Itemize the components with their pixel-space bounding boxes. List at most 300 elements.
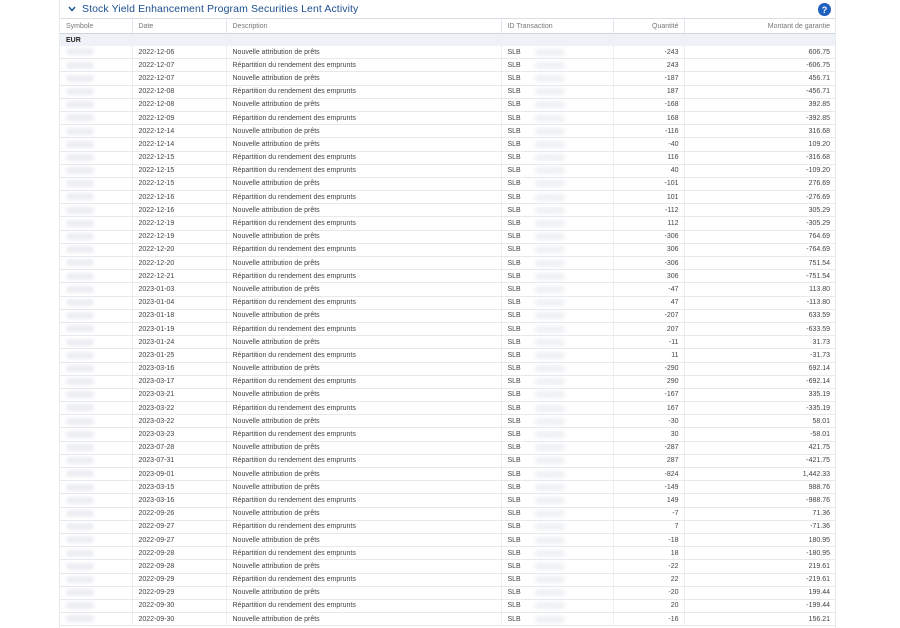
cell-quantity: -149 <box>613 481 684 494</box>
transaction-id-text: SLB <box>507 272 521 280</box>
cell-transaction-id <box>501 573 613 586</box>
cell-description: Répartition du rendement des emprunts <box>226 547 501 560</box>
cell-transaction-id <box>501 191 613 204</box>
redacted-symbol <box>66 457 94 464</box>
cell-collateral-amount: 764.69 <box>684 230 835 243</box>
table-row <box>60 533 835 546</box>
cell-quantity: 18 <box>613 547 684 560</box>
cell-quantity: -116 <box>613 125 684 138</box>
cell-symbol <box>60 520 132 533</box>
cell-transaction-id <box>501 243 613 256</box>
cell-transaction-id <box>501 257 613 270</box>
cell-date: 2022-09-26 <box>132 507 226 520</box>
cell-quantity: 7 <box>613 520 684 533</box>
transaction-id-text: SLB <box>507 180 521 188</box>
redacted-transaction-id <box>535 510 565 517</box>
cell-symbol <box>60 46 132 59</box>
cell-collateral-amount: -392.85 <box>684 111 835 124</box>
cell-description: Répartition du rendement des emprunts <box>226 599 501 612</box>
cell-description: Nouvelle attribution de prêts <box>226 613 501 626</box>
cell-date: 2023-03-21 <box>132 388 226 401</box>
cell-symbol <box>60 586 132 599</box>
cell-collateral-amount: 692.14 <box>684 362 835 375</box>
table-row <box>60 415 835 428</box>
transaction-id-text: SLB <box>507 483 521 491</box>
cell-symbol <box>60 468 132 481</box>
cell-description: Répartition du rendement des emprunts <box>226 243 501 256</box>
redacted-symbol <box>66 339 94 346</box>
redacted-transaction-id <box>535 523 565 530</box>
transaction-id-text: SLB <box>507 299 521 307</box>
transaction-id-text: SLB <box>507 114 521 122</box>
redacted-symbol <box>66 75 94 82</box>
cell-symbol <box>60 454 132 467</box>
cell-date: 2022-12-07 <box>132 72 226 85</box>
cell-collateral-amount: 109.20 <box>684 138 835 151</box>
cell-symbol <box>60 507 132 520</box>
redacted-symbol <box>66 365 94 372</box>
cell-transaction-id <box>501 309 613 322</box>
cell-quantity: 20 <box>613 599 684 612</box>
cell-collateral-amount: -180.95 <box>684 547 835 560</box>
cell-date: 2023-01-18 <box>132 309 226 322</box>
redacted-transaction-id <box>535 141 565 148</box>
cell-date: 2022-09-27 <box>132 533 226 546</box>
chevron-down-icon[interactable] <box>67 4 77 14</box>
cell-transaction-id <box>501 164 613 177</box>
transaction-id-text: SLB <box>507 536 521 544</box>
table-row <box>60 322 835 335</box>
cell-quantity: 149 <box>613 494 684 507</box>
cell-quantity: -167 <box>613 388 684 401</box>
transaction-id-text: SLB <box>507 127 521 135</box>
cell-collateral-amount: -606.75 <box>684 59 835 72</box>
cell-symbol <box>60 98 132 111</box>
cell-description: Nouvelle attribution de prêts <box>226 388 501 401</box>
cell-transaction-id <box>501 441 613 454</box>
cell-quantity: -306 <box>613 257 684 270</box>
cell-transaction-id <box>501 138 613 151</box>
transaction-id-text: SLB <box>507 154 521 162</box>
cell-transaction-id <box>501 336 613 349</box>
table-row <box>60 177 835 190</box>
cell-date: 2023-03-16 <box>132 494 226 507</box>
cell-transaction-id <box>501 599 613 612</box>
cell-description: Nouvelle attribution de prêts <box>226 46 501 59</box>
cell-collateral-amount: 219.61 <box>684 560 835 573</box>
cell-quantity: -187 <box>613 72 684 85</box>
table-row <box>60 454 835 467</box>
redacted-transaction-id <box>535 273 565 280</box>
cell-quantity: 187 <box>613 85 684 98</box>
help-icon[interactable]: ? <box>818 3 831 16</box>
cell-transaction-id <box>501 613 613 626</box>
table-row <box>60 586 835 599</box>
cell-quantity: 306 <box>613 270 684 283</box>
redacted-symbol <box>66 352 94 359</box>
transaction-id-text: SLB <box>507 510 521 518</box>
cell-description: Nouvelle attribution de prêts <box>226 204 501 217</box>
redacted-symbol <box>66 431 94 438</box>
cell-quantity: 207 <box>613 322 684 335</box>
cell-quantity: -30 <box>613 415 684 428</box>
cell-date: 2022-09-27 <box>132 520 226 533</box>
cell-date: 2022-12-07 <box>132 59 226 72</box>
cell-collateral-amount: 392.85 <box>684 98 835 111</box>
cell-transaction-id <box>501 428 613 441</box>
cell-collateral-amount: 606.75 <box>684 46 835 59</box>
cell-transaction-id <box>501 111 613 124</box>
cell-collateral-amount: -988.76 <box>684 494 835 507</box>
column-header-transaction-id[interactable]: ID Transaction <box>501 19 613 34</box>
transaction-id-text: SLB <box>507 220 521 228</box>
redacted-symbol <box>66 299 94 306</box>
redacted-transaction-id <box>535 62 565 69</box>
cell-date: 2022-12-16 <box>132 204 226 217</box>
cell-collateral-amount: 1,442.33 <box>684 468 835 481</box>
cell-date: 2022-09-28 <box>132 547 226 560</box>
cell-symbol <box>60 547 132 560</box>
cell-symbol <box>60 533 132 546</box>
cell-date: 2022-12-20 <box>132 243 226 256</box>
redacted-symbol <box>66 193 94 200</box>
redacted-symbol <box>66 62 94 69</box>
redacted-transaction-id <box>535 220 565 227</box>
cell-symbol <box>60 349 132 362</box>
cell-description: Répartition du rendement des emprunts <box>226 111 501 124</box>
table-row <box>60 468 835 481</box>
cell-date: 2022-12-06 <box>132 46 226 59</box>
section-header[interactable] <box>60 0 835 19</box>
redacted-transaction-id <box>535 431 565 438</box>
cell-quantity: 167 <box>613 402 684 415</box>
redacted-symbol <box>66 378 94 385</box>
table-row <box>60 309 835 322</box>
cell-symbol <box>60 402 132 415</box>
cell-symbol <box>60 177 132 190</box>
transaction-id-text: SLB <box>507 562 521 570</box>
cell-date: 2022-12-09 <box>132 111 226 124</box>
cell-collateral-amount: 276.69 <box>684 177 835 190</box>
cell-symbol <box>60 72 132 85</box>
table-row <box>60 481 835 494</box>
redacted-transaction-id <box>535 154 565 161</box>
redacted-transaction-id <box>535 339 565 346</box>
table-row <box>60 507 835 520</box>
transaction-id-text: SLB <box>507 457 521 465</box>
cell-collateral-amount: -692.14 <box>684 375 835 388</box>
cell-date: 2023-03-17 <box>132 375 226 388</box>
cell-description: Répartition du rendement des emprunts <box>226 151 501 164</box>
cell-description: Nouvelle attribution de prêts <box>226 336 501 349</box>
redacted-symbol <box>66 246 94 253</box>
cell-collateral-amount: 988.76 <box>684 481 835 494</box>
cell-quantity: 306 <box>613 243 684 256</box>
cell-quantity: -306 <box>613 230 684 243</box>
cell-collateral-amount: -71.36 <box>684 520 835 533</box>
transaction-id-text: SLB <box>507 496 521 504</box>
cell-collateral-amount: 751.54 <box>684 257 835 270</box>
cell-collateral-amount: -113.80 <box>684 296 835 309</box>
column-header-quantity[interactable]: Quantité <box>613 19 684 34</box>
cell-collateral-amount: -764.69 <box>684 243 835 256</box>
cell-date: 2023-03-23 <box>132 428 226 441</box>
table-row <box>60 283 835 296</box>
cell-collateral-amount: 305.29 <box>684 204 835 217</box>
redacted-symbol <box>66 286 94 293</box>
cell-transaction-id <box>501 322 613 335</box>
table-row <box>60 270 835 283</box>
cell-date: 2022-12-15 <box>132 151 226 164</box>
cell-transaction-id <box>501 59 613 72</box>
cell-symbol <box>60 151 132 164</box>
redacted-symbol <box>66 167 94 174</box>
table-row <box>60 375 835 388</box>
redacted-transaction-id <box>535 602 565 609</box>
column-header-collateral-amount[interactable]: Montant de garantie <box>684 19 835 34</box>
cell-quantity: 30 <box>613 428 684 441</box>
redacted-symbol <box>66 510 94 517</box>
cell-description: Répartition du rendement des emprunts <box>226 375 501 388</box>
cell-transaction-id <box>501 204 613 217</box>
cell-date: 2022-09-29 <box>132 573 226 586</box>
cell-description: Répartition du rendement des emprunts <box>226 270 501 283</box>
cell-symbol <box>60 560 132 573</box>
cell-transaction-id <box>501 72 613 85</box>
cell-transaction-id <box>501 454 613 467</box>
cell-collateral-amount: -305.29 <box>684 217 835 230</box>
transaction-id-text: SLB <box>507 88 521 96</box>
cell-description: Nouvelle attribution de prêts <box>226 560 501 573</box>
cell-description: Nouvelle attribution de prêts <box>226 138 501 151</box>
redacted-symbol <box>66 154 94 161</box>
activity-table <box>60 19 835 626</box>
cell-symbol <box>60 257 132 270</box>
transaction-id-text: SLB <box>507 602 521 610</box>
cell-collateral-amount: 31.73 <box>684 336 835 349</box>
table-row <box>60 441 835 454</box>
cell-date: 2023-07-28 <box>132 441 226 454</box>
redacted-symbol <box>66 88 94 95</box>
cell-symbol <box>60 164 132 177</box>
cell-transaction-id <box>501 296 613 309</box>
cell-date: 2023-09-01 <box>132 468 226 481</box>
table-row <box>60 520 835 533</box>
cell-collateral-amount: 316.68 <box>684 125 835 138</box>
redacted-symbol <box>66 48 94 55</box>
table-row <box>60 111 835 124</box>
cell-collateral-amount: 456.71 <box>684 72 835 85</box>
redacted-transaction-id <box>535 194 565 201</box>
cell-description: Nouvelle attribution de prêts <box>226 257 501 270</box>
redacted-transaction-id <box>535 115 565 122</box>
redacted-symbol <box>66 128 94 135</box>
cell-transaction-id <box>501 547 613 560</box>
cell-collateral-amount: -276.69 <box>684 191 835 204</box>
cell-date: 2023-01-25 <box>132 349 226 362</box>
cell-date: 2022-12-08 <box>132 98 226 111</box>
table-row <box>60 191 835 204</box>
table-row <box>60 59 835 72</box>
cell-transaction-id <box>501 177 613 190</box>
cell-transaction-id <box>501 349 613 362</box>
column-header-symbol[interactable]: Symbole <box>60 19 132 34</box>
table-row <box>60 125 835 138</box>
cell-symbol <box>60 85 132 98</box>
cell-transaction-id <box>501 151 613 164</box>
column-header-date[interactable]: Date <box>132 19 226 34</box>
redacted-transaction-id <box>535 246 565 253</box>
cell-description: Nouvelle attribution de prêts <box>226 177 501 190</box>
transaction-id-text: SLB <box>507 615 521 623</box>
cell-description: Nouvelle attribution de prêts <box>226 507 501 520</box>
table-row <box>60 494 835 507</box>
cell-date: 2022-12-19 <box>132 217 226 230</box>
cell-date: 2023-01-24 <box>132 336 226 349</box>
transaction-id-text: SLB <box>507 549 521 557</box>
cell-collateral-amount: -335.19 <box>684 402 835 415</box>
redacted-transaction-id <box>535 537 565 544</box>
table-body <box>60 46 835 626</box>
cell-quantity: -18 <box>613 533 684 546</box>
cell-collateral-amount: -456.71 <box>684 85 835 98</box>
cell-transaction-id <box>501 415 613 428</box>
cell-collateral-amount: 71.36 <box>684 507 835 520</box>
cell-description: Répartition du rendement des emprunts <box>226 454 501 467</box>
cell-description: Répartition du rendement des emprunts <box>226 191 501 204</box>
redacted-symbol <box>66 615 94 622</box>
redacted-transaction-id <box>535 352 565 359</box>
transaction-id-text: SLB <box>507 365 521 373</box>
cell-description: Répartition du rendement des emprunts <box>226 349 501 362</box>
redacted-transaction-id <box>535 444 565 451</box>
cell-quantity: -112 <box>613 204 684 217</box>
cell-symbol <box>60 388 132 401</box>
redacted-symbol <box>66 325 94 332</box>
cell-description: Répartition du rendement des emprunts <box>226 164 501 177</box>
table-row <box>60 428 835 441</box>
column-header-description[interactable]: Description <box>226 19 501 34</box>
cell-description: Nouvelle attribution de prêts <box>226 441 501 454</box>
cell-date: 2023-03-15 <box>132 481 226 494</box>
redacted-symbol <box>66 418 94 425</box>
redacted-symbol <box>66 589 94 596</box>
cell-symbol <box>60 481 132 494</box>
table-row <box>60 230 835 243</box>
table-row <box>60 336 835 349</box>
cell-symbol <box>60 230 132 243</box>
cell-transaction-id <box>501 520 613 533</box>
redacted-symbol <box>66 550 94 557</box>
cell-quantity: -101 <box>613 177 684 190</box>
cell-date: 2023-07-31 <box>132 454 226 467</box>
cell-symbol <box>60 111 132 124</box>
cell-collateral-amount: 58.01 <box>684 415 835 428</box>
cell-quantity: 287 <box>613 454 684 467</box>
cell-description: Répartition du rendement des emprunts <box>226 402 501 415</box>
table-row <box>60 296 835 309</box>
table-row <box>60 257 835 270</box>
table-row <box>60 46 835 59</box>
cell-description: Répartition du rendement des emprunts <box>226 520 501 533</box>
cell-quantity: -47 <box>613 283 684 296</box>
table-row <box>60 560 835 573</box>
transaction-id-text: SLB <box>507 167 521 175</box>
cell-date: 2022-12-15 <box>132 164 226 177</box>
transaction-id-text: SLB <box>507 325 521 333</box>
redacted-transaction-id <box>535 418 565 425</box>
table-row <box>60 72 835 85</box>
cell-date: 2022-12-20 <box>132 257 226 270</box>
redacted-symbol <box>66 536 94 543</box>
cell-description: Nouvelle attribution de prêts <box>226 283 501 296</box>
cell-quantity: 47 <box>613 296 684 309</box>
cell-symbol <box>60 322 132 335</box>
redacted-transaction-id <box>535 312 565 319</box>
cell-symbol <box>60 441 132 454</box>
cell-quantity: -287 <box>613 441 684 454</box>
transaction-id-text: SLB <box>507 523 521 531</box>
cell-quantity: -290 <box>613 362 684 375</box>
table-row <box>60 85 835 98</box>
cell-date: 2022-12-19 <box>132 230 226 243</box>
table-row <box>60 151 835 164</box>
redacted-symbol <box>66 563 94 570</box>
cell-collateral-amount: -219.61 <box>684 573 835 586</box>
cell-description: Nouvelle attribution de prêts <box>226 468 501 481</box>
table-row <box>60 204 835 217</box>
table-row <box>60 164 835 177</box>
cell-description: Nouvelle attribution de prêts <box>226 415 501 428</box>
cell-description: Répartition du rendement des emprunts <box>226 322 501 335</box>
redacted-transaction-id <box>535 497 565 504</box>
redacted-transaction-id <box>535 128 565 135</box>
transaction-id-text: SLB <box>507 444 521 452</box>
cell-date: 2022-09-28 <box>132 560 226 573</box>
cell-quantity: 11 <box>613 349 684 362</box>
cell-description: Nouvelle attribution de prêts <box>226 586 501 599</box>
cell-description: Répartition du rendement des emprunts <box>226 59 501 72</box>
redacted-symbol <box>66 444 94 451</box>
transaction-id-text: SLB <box>507 101 521 109</box>
currency-label: EUR <box>60 34 835 47</box>
cell-collateral-amount: -109.20 <box>684 164 835 177</box>
transaction-id-text: SLB <box>507 74 521 82</box>
transaction-id-text: SLB <box>507 351 521 359</box>
cell-quantity: -168 <box>613 98 684 111</box>
cell-symbol <box>60 243 132 256</box>
redacted-transaction-id <box>535 550 565 557</box>
transaction-id-text: SLB <box>507 246 521 254</box>
cell-description: Nouvelle attribution de prêts <box>226 309 501 322</box>
cell-symbol <box>60 138 132 151</box>
securities-lent-panel <box>59 0 836 628</box>
cell-quantity: -22 <box>613 560 684 573</box>
transaction-id-text: SLB <box>507 589 521 597</box>
cell-symbol <box>60 296 132 309</box>
cell-symbol <box>60 573 132 586</box>
transaction-id-text: SLB <box>507 404 521 412</box>
cell-transaction-id <box>501 560 613 573</box>
redacted-symbol <box>66 259 94 266</box>
cell-date: 2022-12-14 <box>132 138 226 151</box>
cell-collateral-amount: -421.75 <box>684 454 835 467</box>
table-row <box>60 573 835 586</box>
transaction-id-text: SLB <box>507 576 521 584</box>
cell-collateral-amount: 156.21 <box>684 613 835 626</box>
cell-transaction-id <box>501 468 613 481</box>
table-row <box>60 388 835 401</box>
